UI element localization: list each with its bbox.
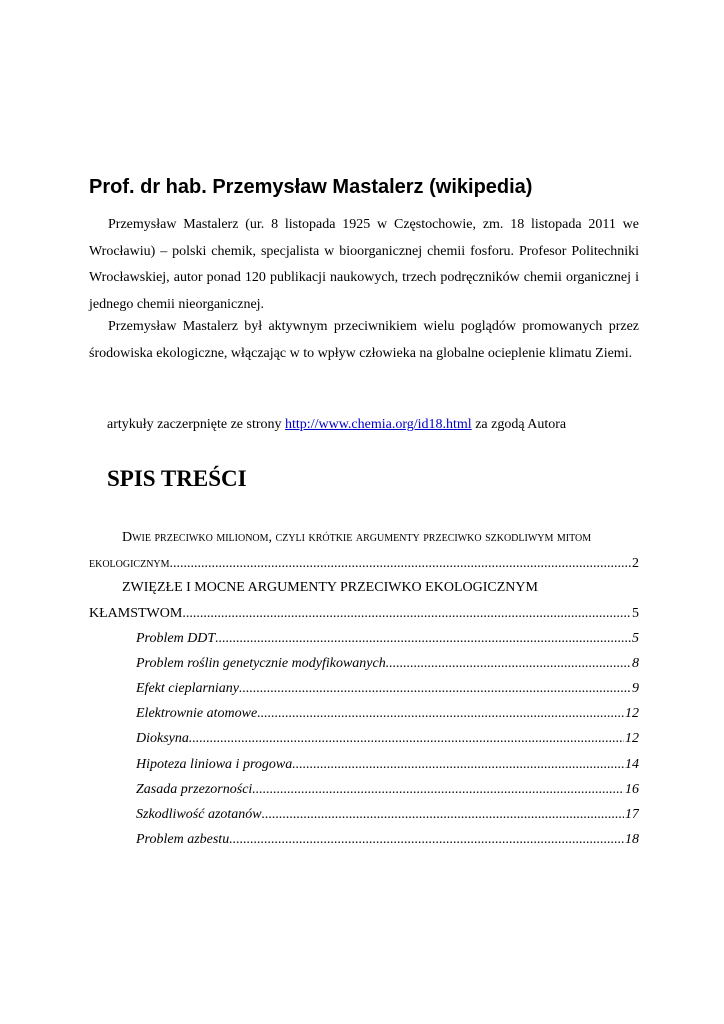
toc-entry-2-title[interactable]: ZWIĘZŁE I MOCNE ARGUMENTY PRZECIWKO EKOLOGICZNYM — [122, 580, 538, 595]
toc-subentry[interactable] — [136, 731, 639, 747]
toc-subentry-page: 5 — [632, 631, 639, 646]
toc-subentry-title: Efekt cieplarniany — [136, 681, 240, 696]
toc-subentry[interactable] — [136, 832, 639, 848]
bio-paragraph-1 — [89, 212, 639, 318]
toc-subentry-title: Problem DDT — [136, 631, 216, 646]
toc-subentry-page: 12 — [625, 706, 639, 721]
bio-paragraph-2 — [89, 314, 639, 367]
toc-dot-leader — [182, 606, 631, 622]
toc-subentry-title: Elektrownie atomowe — [136, 706, 258, 721]
toc-entry-1-title[interactable]: Dwie przeciwko milionom, czyli krótkie argumenty przeciwko szkodliwym mitom — [122, 530, 592, 545]
toc-entry-2-title-end: KŁAMSTWOM — [89, 606, 183, 621]
page-heading: Prof. dr hab. Przemysław Mastalerz (wikipedia) — [89, 176, 533, 198]
toc-subentry[interactable] — [136, 656, 639, 672]
source-link[interactable]: http://www.chemia.org/id18.html — [285, 417, 472, 432]
toc-subentry-page: 18 — [625, 832, 639, 847]
source-note — [107, 417, 566, 433]
toc-entry-2[interactable] — [89, 606, 639, 622]
toc-subentry-page: 8 — [632, 656, 639, 671]
toc-title: SPIS TREŚCI — [107, 466, 247, 491]
toc-subentry-page: 14 — [625, 757, 639, 772]
toc-dot-leader — [229, 832, 624, 848]
toc-dot-leader — [252, 782, 624, 798]
toc-dot-leader — [257, 706, 624, 722]
toc-dot-leader — [215, 631, 631, 647]
bio-paragraph-2-text: Przemysław Mastalerz był aktywnym przeciwnikiem wielu poglądów promowanych przez środowiska ekologiczne, włączając w to wpływ człowieka na globalne ocieplenie klimatu Ziemi. — [89, 319, 639, 361]
toc-subentry[interactable] — [136, 631, 639, 647]
toc-subentry-title: Problem azbestu — [136, 832, 230, 847]
toc-subentry[interactable] — [136, 706, 639, 722]
toc-subentry-title: Zasada przezorności — [136, 782, 253, 797]
toc-subentry-title: Szkodliwość azotanów — [136, 807, 262, 822]
toc-entry-1-title-end: ekologicznym — [89, 556, 170, 571]
toc-entry-1[interactable] — [89, 556, 639, 572]
toc-subentry-title: Hipoteza liniowa i progowa — [136, 757, 293, 772]
bio-paragraph-1-text: Przemysław Mastalerz (ur. 8 listopada 1925 w Częstochowie, zm. 18 listopada 2011 we Wrocławiu) – polski chemik, specjalista w bioorganicznej chemii fosforu. Profesor Politechniki Wrocławskiej, autor ponad 120 publikacji naukowych, trzech podręczników chemii organicznej i jednego chemii nieorganicznej. — [89, 217, 639, 312]
source-suffix: za zgodą Autora — [471, 417, 567, 432]
toc-entry-1-page: 2 — [632, 556, 639, 571]
toc-subentry[interactable] — [136, 757, 639, 773]
toc-dot-leader — [292, 757, 624, 773]
source-prefix: artykuły zaczerpnięte ze strony — [107, 417, 286, 432]
toc-subentry[interactable] — [136, 782, 639, 798]
toc-dot-leader — [386, 656, 631, 672]
toc-subentry[interactable] — [136, 807, 639, 823]
toc-subentry-page: 16 — [625, 782, 639, 797]
toc-dot-leader — [262, 807, 624, 823]
toc-dot-leader — [170, 556, 631, 572]
toc-subentry-title: Problem roślin genetycznie modyfikowanych — [136, 656, 386, 671]
toc-subentry-page: 17 — [625, 807, 639, 822]
toc-subentry[interactable] — [136, 681, 639, 697]
toc-dot-leader — [239, 681, 631, 697]
toc-subentry-title: Dioksyna — [136, 731, 189, 746]
toc-dot-leader — [189, 731, 624, 747]
toc-subentry-page: 12 — [625, 731, 639, 746]
toc-subentry-page: 9 — [632, 681, 639, 696]
toc-entry-2-page: 5 — [632, 606, 639, 621]
